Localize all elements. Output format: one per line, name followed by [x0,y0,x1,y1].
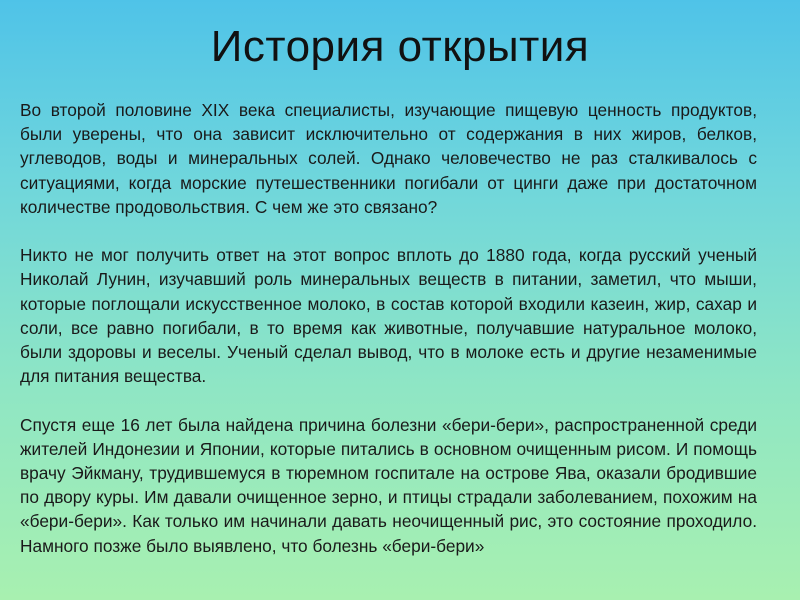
slide-title: История открытия [210,22,590,71]
paragraph-2: Никто не мог получить ответ на этот вопрос вплоть до 1880 года, когда русский ученый Николай Лунин, изучавший роль минеральных веществ в питании, заметил, что мыши, которые поглощали искусственное молоко, в состав которой входили казеин, жир, сахар и соли, все равно погибали, в то время как животные, получавшие натуральное молоко, были здоровы и веселы. Ученый сделал вывод, что в молоке есть и другие незаменимые для питания вещества. [20,245,757,387]
paragraph-1: Во второй половине XIX века специалисты, изучающие пищевую ценность продуктов, были уверены, что она зависит исключительно от содержания в них жиров, белков, углеводов, воды и минеральных солей. Однако человечество не раз сталкивалось с ситуациями, когда морские путешественники погибали от цинги даже при достаточном количестве продовольствия. С чем же это связано? [20,100,757,217]
slide-body [20,98,757,582]
paragraph-3: Спустя еще 16 лет была найдена причина болезни «бери-бери», распространенной среди жителей Индонезии и Японии, которые питались в основном очищенным рисом. И помощь врачу Эйкману, трудившемуся в тюремном госпитале на острове Ява, оказали бродившие по двору куры. Им давали очищенное зерно, и птицы страдали заболеванием, похожим на «бери-бери». Как только им начинали давать неочищенный рис, это состояние проходило. Намного позже было выявлено, что болезнь «бери-бери» [20,414,757,556]
